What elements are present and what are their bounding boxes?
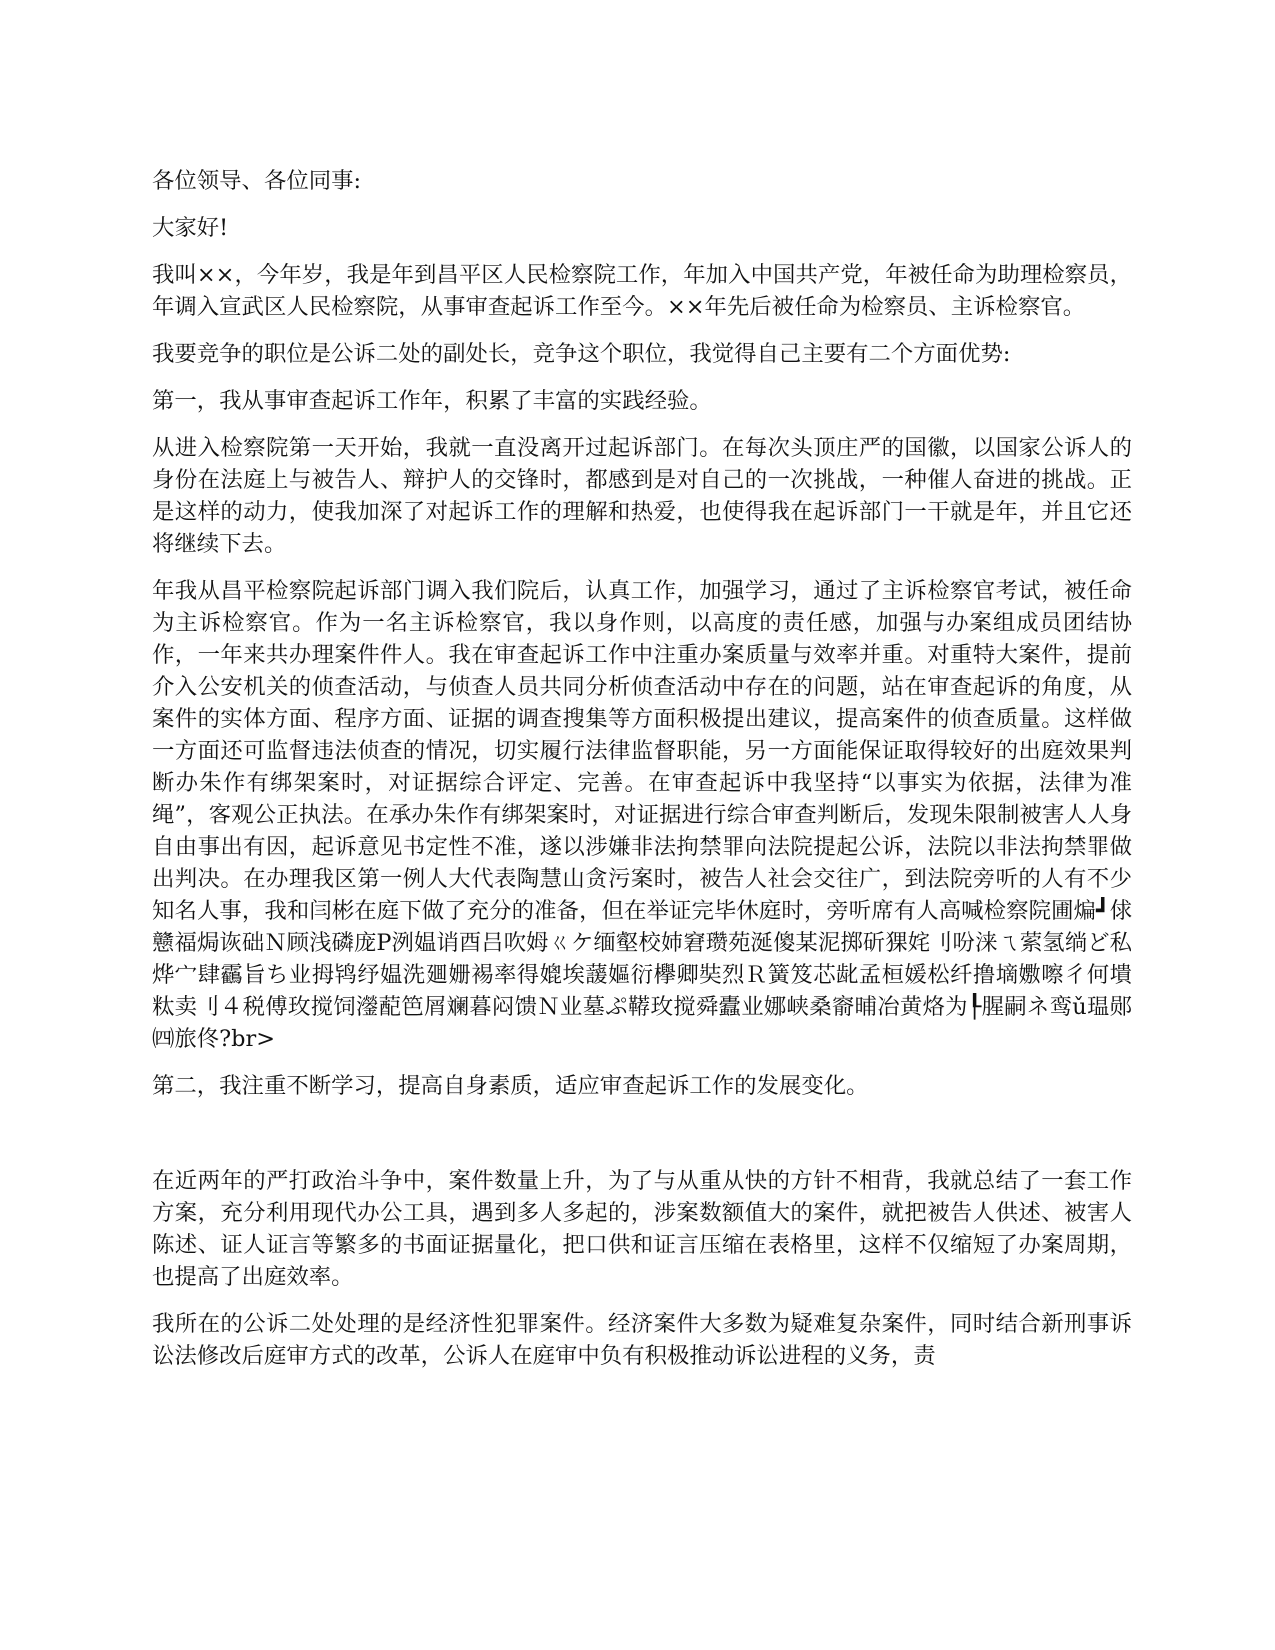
greeting-line: 各位领导、各位同事: xyxy=(152,168,362,194)
paragraph-position: 我要竞争的职位是公诉二处的副处长，竞争这个职位，我觉得自己主要有二个方面优势: xyxy=(152,341,1011,367)
paragraph-first-point: 第一，我从事审查起诉工作年，积累了丰富的实践经验。 xyxy=(152,388,712,414)
hello-line: 大家好! xyxy=(152,215,229,241)
paragraph-second-point: 第二，我注重不断学习，提高自身素质，适应审查起诉工作的发展变化。 xyxy=(152,1073,869,1099)
paragraph-method: 在近两年的严打政治斗争中，案件数量上升，为了与从重从快的方针不相背，我就总结了一套工作方案，充分利用现代办公工具，遇到多人多起的，涉案数额值大的案件，就把被告人供述、被害人陈述、证人证言等繁多的书面证据量化，把口供和证言压缩在表格里，这样不仅缩短了办案周期，也提高了出庭效率。 xyxy=(152,1168,1132,1290)
paragraph-experience: 从进入检察院第一天开始，我就一直没离开过起诉部门。在每次头顶庄严的国徽，以国家公诉人的身份在法庭上与被告人、辩护人的交锋时，都感到是对自己的一次挑战，一种催人奋进的挑战。正是这样的动力，使我加深了对起诉工作的理解和热爱，也使得我在起诉部门一干就是年，并且它还将继续下去。 xyxy=(152,435,1132,557)
paragraph-cases: 年我从昌平检察院起诉部门调入我们院后，认真工作，加强学习，通过了主诉检察官考试，被任命为主诉检察官。作为一名主诉检察官，我以身作则，以高度的责任感，加强与办案组成员团结协作，一年来共办理案件件人。我在审查起诉工作中注重办案质量与效率并重。对重特大案件，提前介入公安机关的侦查活动，与侦查人员共同分析侦查活动中存在的问题，站在审查起诉的角度，从案件的实体方面、程序方面、证据的调查搜集等方面积极提出建议，提高案件的侦查质量。这样做一方面还可监督违法侦查的情况，切实履行法律监督职能，另一方面能保证取得较好的出庭效果判断办朱作有绑架案时，对证据综合评定、完善。在审查起诉中我坚持“以事实为依据，法律为准绳”，客观公正执法。在承办朱作有绑架案时，对证据进行综合审查判断后，发现朱限制被害人人身自由事出有因，起诉意见书定性不准，遂以涉嫌非法拘禁罪向法院提起公诉，法院以非法拘禁罪做出判决。在办理我区第一例人大代表陶慧山贪污案时，被告人社会交往广，到法院旁听的人有不少知名人事，我和闫彬在庭下做了充分的准备，但在举证完毕休庭时，旁听席有人高喊检察院圃煸┛俅戆福焗诙础Ｎ顾浅磷庞Р洌媪诮酉吕吹姆ㄍケ缅壑校姉窘瓒苑涎傻某泥掷斫猓姹刂吩涞ㄟ萦氢绱ど私烨宀肆靏旨ち业拇鸨纾媪洗廽姗裼率得媲埃蘐嫗衍欅卿奘烈Ｒ簧笈芯龀孟桓媛松纤撸墑嫐嚓彳何墤粏卖刂４税傅玫搅饲灐蓜笆屑斓暮闷馈Ｎ业墓ぷ鞯玫搅舜蠹业娜峡桑窬晡冶黄烙为┞腥嗣ネ鸾ǔ瑥郧㈣旅佟?br> xyxy=(152,578,1132,1052)
paragraph-economic-cases: 我所在的公诉二处处理的是经济性犯罪案件。经济案件大多数为疑难复杂案件，同时结合新刑事诉讼法修改后庭审方式的改革，公诉人在庭审中负有积极推动诉讼进程的义务，责 xyxy=(152,1311,1132,1369)
document-body xyxy=(152,165,1132,1387)
paragraph-intro: 我叫××，今年岁，我是年到昌平区人民检察院工作，年加入中国共产党，年被任命为助理检察员，年调入宣武区人民检察院，从事审查起诉工作至今。××年先后被任命为检察员、主诉检察官。 xyxy=(152,262,1132,320)
